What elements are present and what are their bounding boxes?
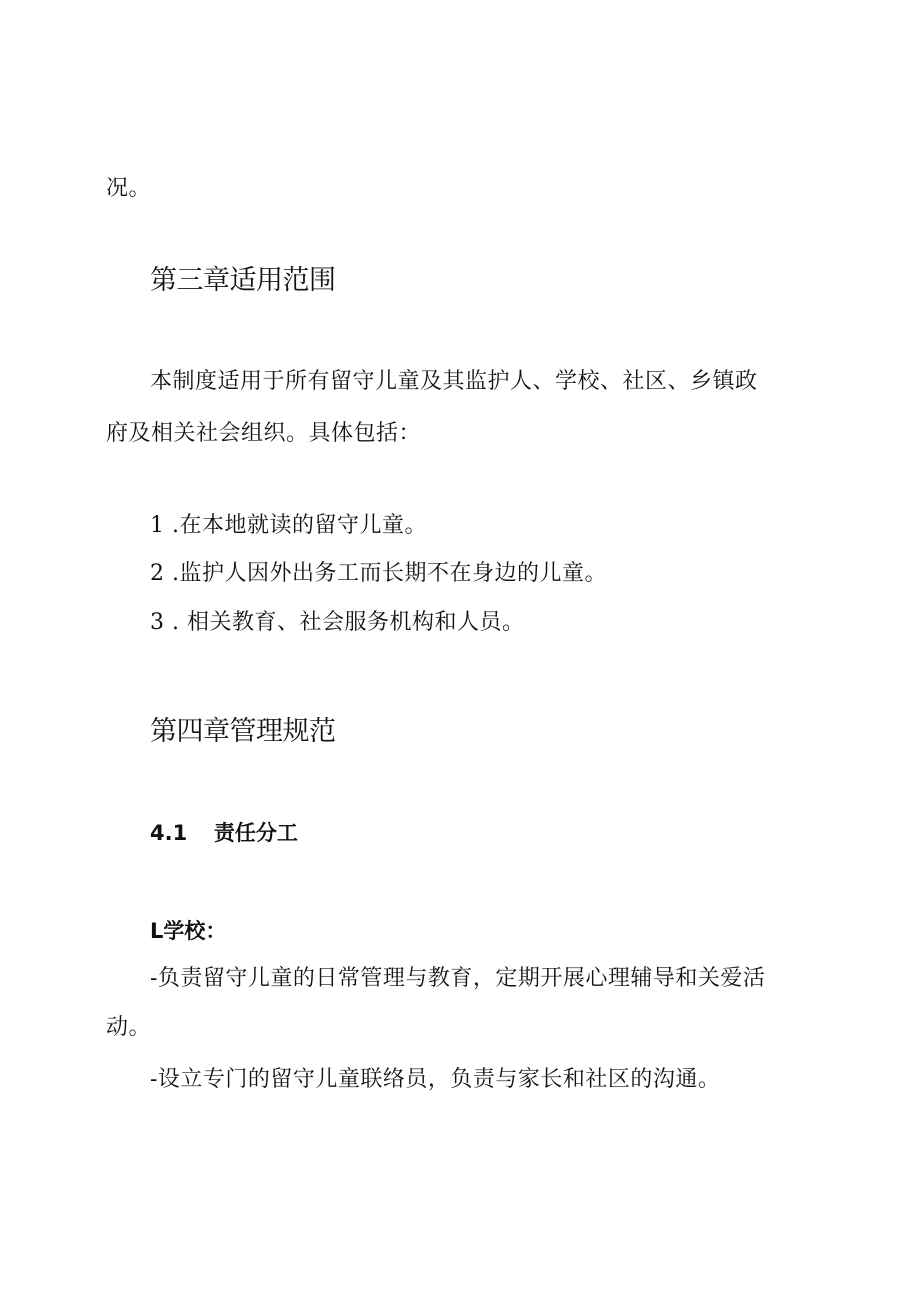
school-duty-1-line-1: -负责留守儿童的日常管理与教育，定期开展心理辅导和关爱活	[150, 966, 766, 991]
section-title: 责任分工	[213, 821, 298, 845]
scope-list-item-3: 3 . 相关教育、社会服务机构和人员。	[150, 610, 525, 635]
chapter-4-heading: 第四章管理规范	[150, 716, 336, 747]
school-label: L学校：	[150, 919, 227, 943]
continuation-text: 况。	[106, 176, 152, 201]
scope-list-item-1: 1 .在本地就读的留守儿童。	[150, 513, 427, 538]
section-4-1-heading	[150, 818, 298, 848]
chapter-3-heading: 第三章适用范围	[150, 265, 336, 296]
section-number: 4.1	[150, 821, 188, 845]
chapter-3-intro-line-1: 本制度适用于所有留守儿童及其监护人、学校、社区、乡镇政	[150, 369, 758, 394]
school-duty-1-line-2: 动。	[106, 1015, 152, 1040]
chapter-3-intro-line-2: 府及相关社会组织。具体包括：	[106, 421, 422, 446]
school-duty-2: -设立专门的留守儿童联络员，负责与家长和社区的沟通。	[150, 1067, 721, 1092]
scope-list-item-2: 2 .监护人因外出务工而长期不在身边的儿童。	[150, 561, 607, 586]
